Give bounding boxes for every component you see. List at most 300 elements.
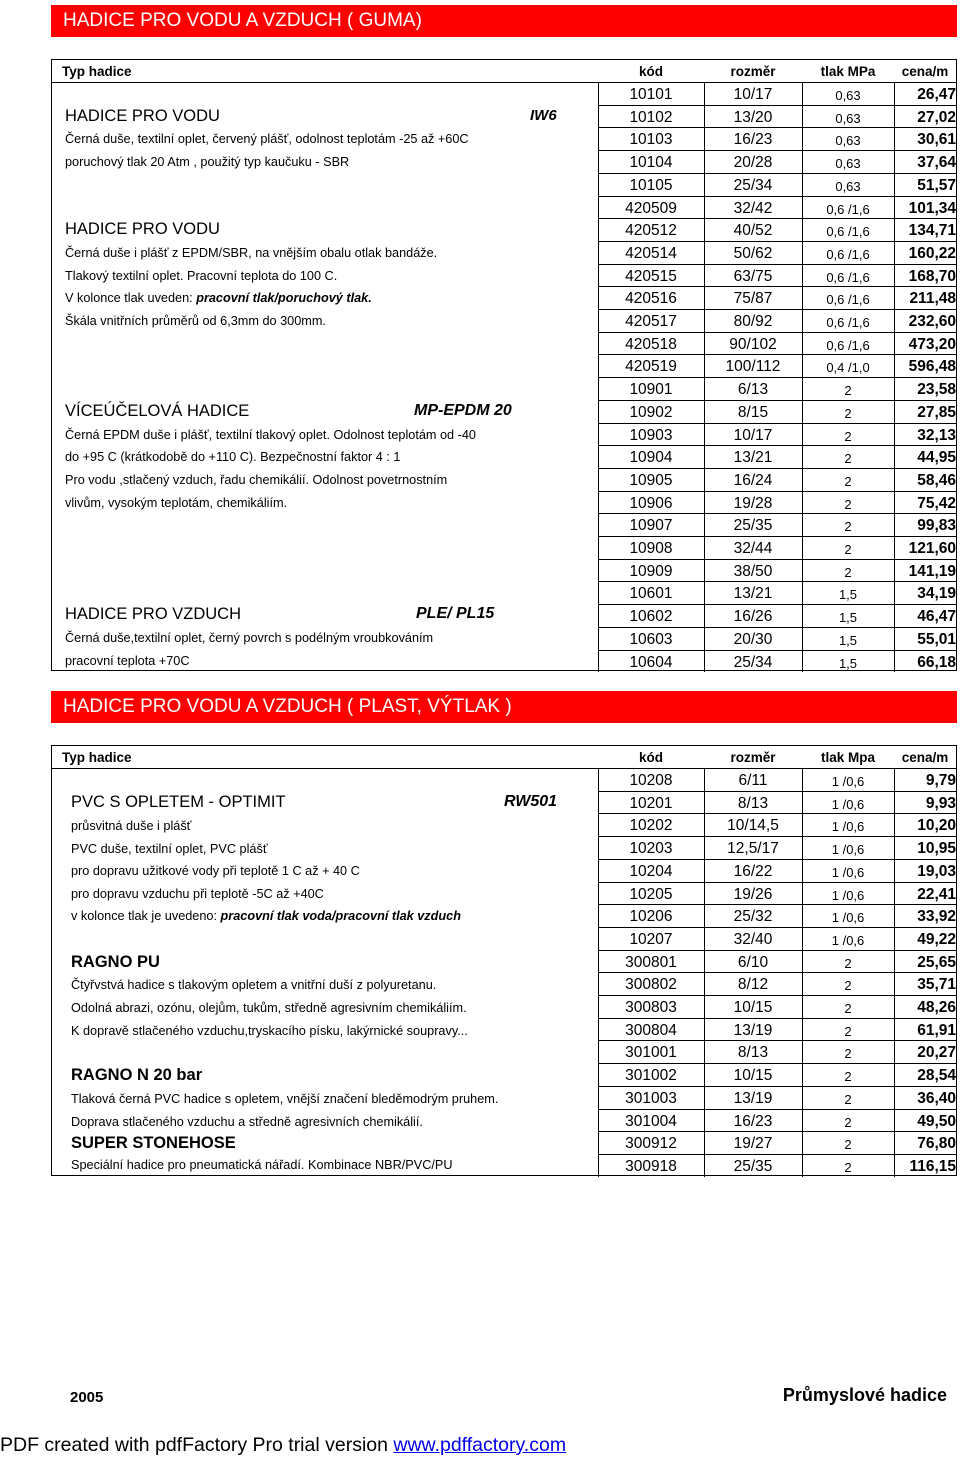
header-tlak: tlak Mpa [820, 750, 875, 765]
divider [598, 196, 956, 197]
header-kod: kód [638, 750, 663, 765]
cell-rozmer: 90/102 [729, 335, 777, 353]
table-row [52, 333, 956, 356]
cell-cena: 76,80 [917, 1135, 956, 1153]
divider [598, 400, 956, 401]
cell-kod: 10902 [629, 403, 673, 421]
cell-kod: 300801 [625, 953, 677, 971]
cell-rozmer: 6/13 [737, 381, 769, 399]
cell-tlak: 2 [844, 473, 852, 489]
cell-kod: 300804 [625, 1021, 677, 1039]
cell-kod: 420509 [625, 199, 677, 217]
divider [598, 105, 956, 106]
header-typ: Typ hadice [62, 64, 132, 79]
divider [598, 581, 956, 582]
product-description: poruchový tlak 20 Atm , použitý typ kaučuku - SBR [65, 155, 350, 169]
pdf-footer-text: PDF created with pdfFactory Pro trial version [0, 1434, 394, 1456]
cell-kod: 10105 [629, 176, 673, 194]
cell-cena: 134,71 [908, 222, 956, 240]
cell-cena: 10,95 [917, 840, 956, 858]
cell-tlak: 2 [844, 1001, 852, 1016]
cell-rozmer: 16/23 [733, 131, 773, 149]
divider [598, 309, 956, 310]
cell-cena: 168,70 [908, 267, 956, 285]
cell-rozmer: 8/12 [737, 976, 769, 994]
cell-rozmer: 13/21 [733, 449, 773, 467]
cell-rozmer: 8/15 [737, 403, 769, 421]
cell-cena: 37,64 [917, 154, 956, 172]
cell-tlak: 0,6 /1,6 [826, 337, 870, 353]
cell-rozmer: 80/92 [733, 313, 773, 330]
cell-tlak: 1 /0,6 [831, 819, 865, 835]
cell-rozmer: 40/52 [733, 222, 773, 240]
divider [598, 559, 956, 560]
cell-kod: 420518 [625, 335, 677, 353]
product-description: pro dopravu užitkové vody při teplotě 1 C až + 40 C [71, 864, 360, 878]
cell-cena: 35,71 [917, 976, 956, 994]
product-description: Tlakový textilní oplet. Pracovní teplota do 100 C. [65, 269, 338, 283]
divider [598, 264, 956, 265]
divider [802, 82, 803, 672]
pdf-footer-link[interactable]: www.pdffactory.com [393, 1434, 567, 1456]
divider [598, 150, 956, 151]
product-description: vlivům, vysokým teplotám, chemikáliím. [65, 496, 288, 510]
divider [704, 82, 705, 672]
cell-rozmer: 10/15 [733, 1067, 773, 1085]
table-row [52, 769, 956, 792]
header-rozmer: rozměr [730, 750, 776, 765]
product-description: Škála vnitřních průměrů od 6,3mm do 300mm. [65, 314, 326, 328]
cell-cena: 28,54 [917, 1067, 956, 1085]
pdf-footer [0, 1434, 566, 1457]
cell-kod: 10201 [629, 794, 673, 812]
cell-kod: 301002 [625, 1067, 677, 1085]
cell-tlak: 1 /0,6 [831, 910, 865, 926]
cell-tlak: 2 [844, 542, 852, 557]
divider [598, 1086, 956, 1087]
divider [598, 768, 599, 1177]
cell-cena: 99,83 [917, 517, 956, 535]
cell-cena: 44,95 [917, 449, 956, 467]
cell-tlak: 2 [844, 1114, 852, 1130]
divider [894, 82, 895, 672]
product-title: HADICE PRO VZDUCH [65, 605, 242, 623]
cell-kod: 420515 [625, 267, 677, 285]
cell-rozmer: 10/17 [733, 86, 773, 103]
cell-rozmer: 6/10 [737, 953, 769, 971]
cell-cena: 48,26 [917, 999, 956, 1016]
cell-cena: 121,60 [908, 540, 956, 557]
cell-rozmer: 19/28 [733, 494, 773, 512]
cell-cena: 51,57 [917, 176, 956, 194]
header-kod: kód [638, 64, 663, 79]
product-description: Tlaková černá PVC hadice s opletem, vnější značení bleděmodrým pruhem. [71, 1092, 499, 1106]
product-description: průsvitná duše i plášť [71, 819, 192, 833]
product-description: Černá duše,textilní oplet, černý povrch s podélným vroubkováním [65, 631, 434, 645]
cell-kod: 300802 [625, 976, 677, 994]
product-description: K dopravě stlačeného vzduchu,tryskacího písku, lakýrnické soupravy... [71, 1024, 468, 1038]
divider [598, 468, 956, 469]
cell-rozmer: 6/11 [738, 772, 768, 789]
product-description: Černá duše i plášť z EPDM/SBR, na vnějším obalu otlak bandáže. [65, 246, 438, 260]
cell-tlak: 1 /0,6 [831, 796, 865, 812]
cell-tlak: 0,6 /1,6 [826, 201, 870, 217]
cell-rozmer: 16/22 [733, 862, 773, 880]
cell-kod: 300918 [625, 1157, 677, 1175]
cell-kod: 301001 [625, 1044, 677, 1062]
cell-rozmer: 25/34 [733, 176, 773, 194]
divider [598, 1109, 956, 1110]
product-title: RAGNO PU [71, 953, 160, 971]
cell-kod: 10103 [629, 131, 673, 149]
table-row [52, 560, 956, 583]
cell-kod: 10604 [629, 653, 673, 671]
cell-cena: 30,61 [917, 131, 956, 149]
cell-rozmer: 19/27 [733, 1135, 773, 1153]
cell-tlak: 2 [844, 564, 852, 580]
divider [598, 995, 956, 996]
cell-cena: 160,22 [908, 244, 956, 262]
cell-kod: 10206 [629, 908, 673, 926]
cell-cena: 116,15 [909, 1157, 956, 1175]
cell-kod: 10909 [629, 562, 673, 580]
header-tlak: tlak MPa [820, 64, 876, 79]
product-description [71, 909, 461, 923]
divider [598, 627, 956, 628]
divider [598, 1154, 956, 1155]
cell-cena: 27,02 [917, 108, 956, 126]
divider [598, 859, 956, 860]
cell-cena: 596,48 [908, 358, 956, 376]
cell-cena: 75,42 [917, 494, 956, 512]
cell-cena: 9,93 [925, 794, 956, 812]
section-title-plast: HADICE PRO VODU A VZDUCH ( PLAST, VÝTLAK ) [51, 691, 957, 723]
cell-cena: 49,22 [917, 930, 956, 948]
cell-cena: 473,20 [908, 335, 956, 353]
cell-cena: 32,13 [917, 426, 956, 444]
cell-tlak: 2 [844, 383, 852, 399]
product-title: SUPER STONEHOSE [71, 1134, 236, 1152]
cell-kod: 10903 [629, 426, 673, 444]
product-code: PLE/ PL15 [416, 605, 495, 622]
cell-kod: 301004 [625, 1112, 677, 1130]
product-code: RW501 [504, 793, 558, 810]
cell-cena: 26,47 [917, 86, 956, 103]
divider [598, 882, 956, 883]
divider [598, 972, 956, 973]
section-title-guma: HADICE PRO VODU A VZDUCH ( GUMA) [51, 5, 957, 37]
cell-tlak: 2 [844, 955, 852, 971]
divider [598, 604, 956, 605]
divider [894, 768, 895, 1177]
cell-tlak: 0,6 /1,6 [826, 246, 870, 262]
product-description: pro dopravu vzduchu při teplotě -5C až +40C [71, 887, 324, 901]
divider [598, 1018, 956, 1019]
product-title: HADICE PRO VODU [65, 107, 220, 125]
cell-tlak: 2 [844, 519, 852, 535]
cell-cena: 25,65 [917, 953, 956, 971]
cell-rozmer: 13/20 [733, 108, 773, 126]
cell-rozmer: 25/35 [733, 1157, 773, 1175]
cell-cena: 34,19 [917, 585, 956, 603]
table-row [52, 197, 956, 220]
text-segment-emphasis: pracovní tlak voda/pracovní tlak vzduch [220, 909, 461, 923]
cell-cena: 101,34 [908, 199, 956, 217]
cell-rozmer: 32/42 [733, 199, 773, 217]
divider [598, 241, 956, 242]
cell-kod: 10603 [629, 630, 673, 648]
cell-tlak: 1 /0,6 [831, 774, 865, 789]
cell-kod: 10202 [629, 817, 673, 835]
cell-kod: 10207 [629, 930, 673, 948]
table-header [52, 60, 956, 83]
cell-cena: 46,47 [917, 608, 956, 626]
footer-title: Průmyslové hadice [782, 1385, 947, 1405]
cell-cena: 61,91 [917, 1021, 956, 1039]
divider [598, 927, 956, 928]
cell-kod: 10204 [629, 862, 673, 880]
table-row [52, 582, 956, 605]
cell-cena: 33,92 [917, 908, 956, 926]
product-code: MP-EPDM 20 [414, 402, 512, 419]
cell-cena: 27,85 [917, 403, 956, 421]
cell-rozmer: 16/24 [733, 471, 773, 489]
product-description: Čtyřvstvá hadice s tlakovým opletem a vnitřní duší z polyuretanu. [71, 978, 437, 992]
divider [598, 1040, 956, 1041]
cell-kod: 10905 [629, 471, 673, 489]
cell-kod: 300912 [625, 1135, 677, 1153]
cell-rozmer: 19/26 [733, 885, 773, 903]
cell-cena: 141,19 [908, 562, 956, 580]
product-description: Doprava stlačeného vzduchu a středně agresivních chemikálií. [71, 1115, 423, 1129]
cell-rozmer: 100/112 [725, 358, 781, 376]
cell-rozmer: 13/21 [733, 585, 773, 603]
cell-tlak: 0,6 /1,6 [826, 224, 870, 240]
cell-tlak: 2 [844, 428, 852, 444]
cell-rozmer: 32/40 [733, 930, 773, 948]
product-title: RAGNO N 20 bar [71, 1066, 203, 1084]
cell-tlak: 2 [844, 1091, 852, 1107]
divider [598, 218, 956, 219]
cell-rozmer: 13/19 [733, 1089, 773, 1107]
divider [598, 513, 956, 514]
divider [598, 127, 956, 128]
divider [598, 791, 956, 792]
cell-kod: 420519 [625, 358, 677, 376]
divider [598, 377, 956, 378]
divider [598, 950, 956, 951]
product-title: VÍCEÚČELOVÁ HADICE [65, 402, 250, 420]
text-segment: v kolonce tlak je uvedeno: [71, 909, 221, 923]
cell-kod: 10904 [629, 449, 673, 467]
cell-kod: 301003 [625, 1089, 677, 1107]
cell-cena: 10,20 [917, 817, 956, 835]
divider [598, 1063, 956, 1064]
product-description: Černá EPDM duše i plášť, textilní tlakový oplet. Odolnost teplotám od -40 [65, 428, 476, 442]
table-row [52, 514, 956, 537]
cell-tlak: 2 [844, 496, 852, 512]
cell-kod: 10102 [629, 108, 673, 126]
cell-tlak: 1 /0,6 [831, 842, 865, 858]
cell-kod: 10601 [629, 585, 673, 603]
cell-kod: 10901 [629, 381, 673, 399]
table-row [52, 537, 956, 560]
cell-kod: 420512 [625, 222, 677, 240]
header-rozmer: rozměr [730, 64, 776, 79]
divider [598, 286, 956, 287]
table-row [52, 928, 956, 951]
cell-cena: 58,46 [917, 471, 956, 489]
cell-rozmer: 8/13 [737, 1044, 769, 1062]
cell-rozmer: 32/44 [733, 540, 773, 557]
cell-tlak: 1 /0,6 [831, 887, 865, 903]
product-title: HADICE PRO VODU [65, 220, 220, 238]
cell-tlak: 1,5 [838, 632, 858, 648]
cell-tlak: 0,63 [835, 156, 861, 172]
cell-rozmer: 16/26 [733, 608, 773, 626]
table-guma [51, 59, 957, 671]
text-segment-emphasis: pracovní tlak/poruchový tlak. [196, 291, 372, 305]
cell-tlak: 2 [844, 978, 852, 994]
product-code: IW6 [530, 107, 557, 124]
cell-cena: 36,40 [917, 1089, 956, 1107]
table-row [52, 1041, 956, 1064]
product-description: pracovní teplota +70C [65, 654, 190, 668]
cell-rozmer: 63/75 [733, 267, 773, 285]
product-description [65, 291, 372, 305]
divider [598, 536, 956, 537]
cell-tlak: 0,6 /1,6 [826, 292, 870, 308]
divider [598, 904, 956, 905]
table-row [52, 355, 956, 378]
divider [598, 445, 956, 446]
cell-rozmer: 8/13 [737, 794, 769, 812]
cell-rozmer: 25/35 [733, 517, 773, 535]
product-description: Pro vodu ,stlačený vzduch, řadu chemikálií. Odolnost povetrnostním [65, 473, 448, 487]
header-typ: Typ hadice [62, 750, 132, 765]
cell-cena: 20,27 [917, 1044, 956, 1062]
cell-rozmer: 10/17 [733, 426, 773, 444]
divider [598, 82, 599, 672]
cell-cena: 55,01 [917, 630, 956, 648]
cell-tlak: 2 [844, 1137, 852, 1153]
divider [598, 813, 956, 814]
cell-tlak: 1,5 [838, 610, 858, 626]
cell-kod: 10208 [629, 772, 673, 789]
cell-kod: 10101 [629, 86, 673, 103]
cell-tlak: 0,6 /1,6 [826, 269, 870, 285]
cell-tlak: 1 /0,6 [831, 864, 865, 880]
product-description: Speciální hadice pro pneumatická nářadí. Kombinace NBR/PVC/PU [71, 1158, 453, 1172]
cell-cena: 9,79 [925, 772, 956, 789]
divider [598, 173, 956, 174]
cell-kod: 10906 [629, 494, 673, 512]
cell-tlak: 0,63 [835, 88, 861, 103]
cell-rozmer: 75/87 [733, 290, 773, 308]
cell-cena: 22,41 [917, 885, 956, 903]
cell-tlak: 1,5 [838, 655, 858, 671]
cell-kod: 10602 [629, 608, 673, 626]
header-cena: cena/m [901, 64, 949, 79]
divider [598, 836, 956, 837]
cell-rozmer: 25/34 [733, 653, 773, 671]
cell-tlak: 0,4 /1,0 [826, 360, 870, 376]
cell-tlak: 2 [844, 1069, 852, 1085]
table-row [52, 174, 956, 197]
cell-rozmer: 50/62 [733, 244, 773, 262]
cell-kod: 420514 [625, 244, 677, 262]
table-row [52, 951, 956, 974]
cell-kod: 10907 [629, 517, 673, 535]
cell-cena: 66,18 [917, 653, 956, 671]
cell-rozmer: 38/50 [733, 562, 773, 580]
divider [598, 491, 956, 492]
cell-cena: 49,50 [917, 1112, 956, 1130]
cell-tlak: 0,63 [835, 110, 861, 126]
cell-tlak: 2 [844, 1159, 852, 1175]
table-plast [51, 745, 957, 1176]
cell-tlak: 2 [844, 405, 852, 421]
divider [598, 650, 956, 651]
cell-rozmer: 10/14,5 [727, 817, 779, 835]
cell-rozmer: 12,5/17 [727, 840, 779, 858]
cell-cena: 23,58 [917, 381, 956, 399]
cell-rozmer: 10/15 [733, 999, 773, 1016]
header-cena: cena/m [901, 750, 949, 765]
divider [598, 1131, 956, 1132]
cell-cena: 19,03 [917, 862, 956, 880]
cell-tlak: 2 [844, 451, 852, 467]
cell-kod: 10203 [629, 840, 673, 858]
cell-tlak: 0,63 [835, 178, 861, 194]
cell-rozmer: 16/23 [733, 1112, 773, 1130]
cell-kod: 10908 [629, 540, 673, 557]
cell-tlak: 0,63 [835, 133, 861, 149]
divider [598, 332, 956, 333]
table-row [52, 83, 956, 106]
divider [598, 423, 956, 424]
table-row [52, 378, 956, 401]
cell-tlak: 2 [844, 1046, 852, 1062]
table-header [52, 746, 956, 769]
cell-tlak: 1,5 [838, 587, 858, 603]
cell-cena: 232,60 [908, 313, 956, 330]
cell-rozmer: 20/30 [733, 630, 773, 648]
cell-tlak: 0,6 /1,6 [826, 315, 870, 330]
cell-rozmer: 25/32 [733, 908, 773, 926]
cell-rozmer: 20/28 [733, 154, 773, 172]
divider [598, 354, 956, 355]
cell-tlak: 2 [844, 1023, 852, 1039]
text-segment: V kolonce tlak uveden: [65, 291, 197, 305]
product-description: Odolná abrazi, ozónu, olejům, tukům, středně agresivním chemikáliím. [71, 1001, 467, 1015]
divider [704, 768, 705, 1177]
cell-cena: 211,48 [909, 290, 956, 308]
product-description: Černá duše, textilní oplet, červený plášť, odolnost teplotám -25 až +60C [65, 132, 469, 146]
product-description: do +95 C (krátkodobě do +110 C). Bezpečnostní faktor 4 : 1 [65, 450, 401, 464]
product-description: PVC duše, textilní oplet, PVC plášť [71, 842, 268, 856]
cell-kod: 420516 [625, 290, 677, 308]
cell-kod: 10205 [629, 885, 673, 903]
cell-kod: 300803 [625, 999, 677, 1016]
cell-rozmer: 13/19 [733, 1021, 773, 1039]
cell-kod: 10104 [629, 154, 673, 172]
product-title: PVC S OPLETEM - OPTIMIT [71, 793, 286, 811]
cell-kod: 420517 [625, 313, 677, 330]
cell-tlak: 1 /0,6 [831, 932, 865, 948]
footer-year: 2005 [70, 1389, 104, 1406]
divider [802, 768, 803, 1177]
